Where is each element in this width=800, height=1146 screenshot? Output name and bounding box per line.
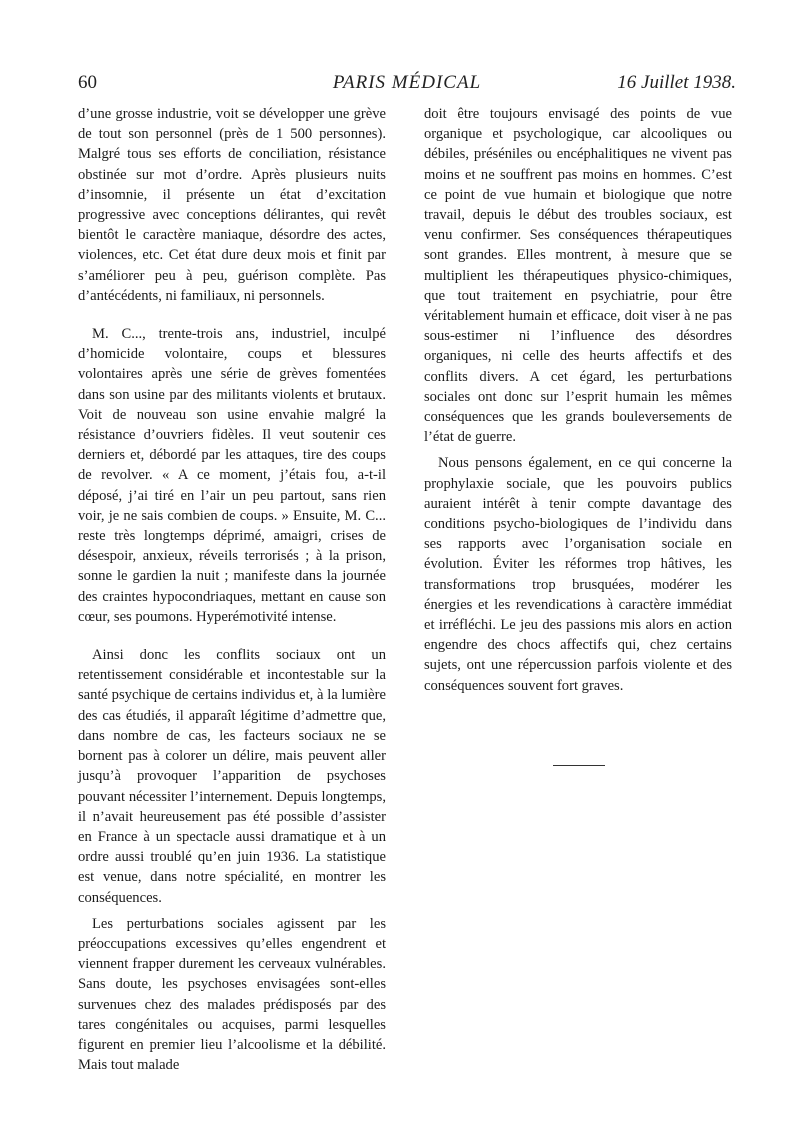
issue-date: 16 Juillet 1938. bbox=[617, 72, 736, 93]
paragraph: Les perturbations sociales agissent par les préoccupations excessives qu’elles engendrent et viennent frapper durement les cerveaux vulnérables. Sans doute, les psychoses envisagées sont-elles survenues chez des malades prédisposés par des tares congénitales ou acquises, parmi lesquelles figurent en premier lieu l’alcoolisme et la débilité. Mais tout malade bbox=[78, 915, 386, 1074]
right-column bbox=[424, 104, 732, 696]
paragraph: M. C..., trente-trois ans, industriel, inculpé d’homicide volontaire, coups et blessures volontaires après une série de grèves fomentées dans son usine par des militants violents et brutaux. Voit de nouveau son usine envahie malgré la résistance d’ouvriers fidèles. Il veut soutenir ces derniers et, débordé par les attaques, tire des coups de revolver. « A ce moment, j’étais fou, a-t-il déposé, j’ai tiré en l’air un peu partout, sans rien voir, je ne sais combien de coups. » Ensuite, M. C... reste très longtemps déprimé, amaigri, crises de désespoir, anxieux, réveils terrorisés ; à la prison, sonne le gardien la nuit ; manifeste dans la journée des craintes hypocondriaques, mettant en cause son cœur, ses poumons. Hyperémotivité intense. bbox=[78, 326, 386, 625]
left-column bbox=[78, 104, 386, 1075]
paragraph: d’une grosse industrie, voit se développer une grève de tout son personnel (près de 1 500 personnes). Malgré tous ses efforts de conciliation, résistance obstinée sur mot d’ordre. Après plusieurs nuits d’insomnie, il présente un état d’excitation progressive avec conceptions délirantes, qui revêt bientôt le caractère maniaque, désordre des actes, violences, etc. Cet état dure deux mois et finit par s’améliorer peu à peu, guérison complète. Pas d’antécédents, ni familiaux, ni personnels. bbox=[78, 106, 386, 304]
page-number: 60 bbox=[78, 72, 97, 93]
paragraph: Ainsi donc les conflits sociaux ont un retentissement considérable et incontestable sur la santé psychique de certains individus et, à la lumière des cas étudiés, il apparaît légitime d’admettre que, dans nombre de cas, les facteurs sociaux ne se bornent pas à colorer un délire, mais peuvent aller jusqu’à provoquer l’apparition de psychoses pouvant nécessiter l’internement. Depuis longtemps, il n’avait heureusement pas été possible d’assister en France à un spectacle aussi dramatique et à un ordre aussi troublé qu’en juin 1936. La statistique est venue, dans notre spécialité, en montrer les conséquences. bbox=[78, 647, 386, 906]
page-header bbox=[78, 72, 736, 98]
paragraph: Nous pensons également, en ce qui concerne la prophylaxie sociale, que les pouvoirs publics auraient intérêt à tenir compte davantage des conditions psycho-biologiques de l’individu dans ses rapports avec l’organisation sociale en évolution. Éviter les réformes trop hâtives, les transformations trop brusquées, modérer les énergies et les revendications à caractère immédiat et irréfléchi. Le jeu des passions mis alors en action engendre des chocs affectifs qui, chez certains sujets, ont une répercussion parfois violente et des conséquences souvent fort graves. bbox=[424, 455, 732, 694]
end-rule bbox=[553, 765, 605, 766]
paragraph: doit être toujours envisagé des points de vue organique et psychologique, car alcooliques ou débiles, préséniles ou encéphalitiques ne vivent pas moins et ne souffrent pas moins en hommes. C’est ce point de vue humain et biologique que notre travail, depuis le début des troubles sociaux, est venu confirmer. Ses conséquences thérapeutiques sont grandes. Elles montrent, à mesure que se multiplient les thérapeutiques physico-chimiques, que tout traitement en psychiatrie, pour être véritablement humain et efficace, doit viser à ne pas sous-estimer ni l’influence des désordres organiques, ni celle des heurts affectifs et des conflits divers. A cet égard, les perturbations sociales ont donc sur l’esprit humain les mêmes conséquences que les grands bouleversements de l’état de guerre. bbox=[424, 106, 732, 446]
journal-title: PARIS MÉDICAL bbox=[332, 72, 482, 93]
